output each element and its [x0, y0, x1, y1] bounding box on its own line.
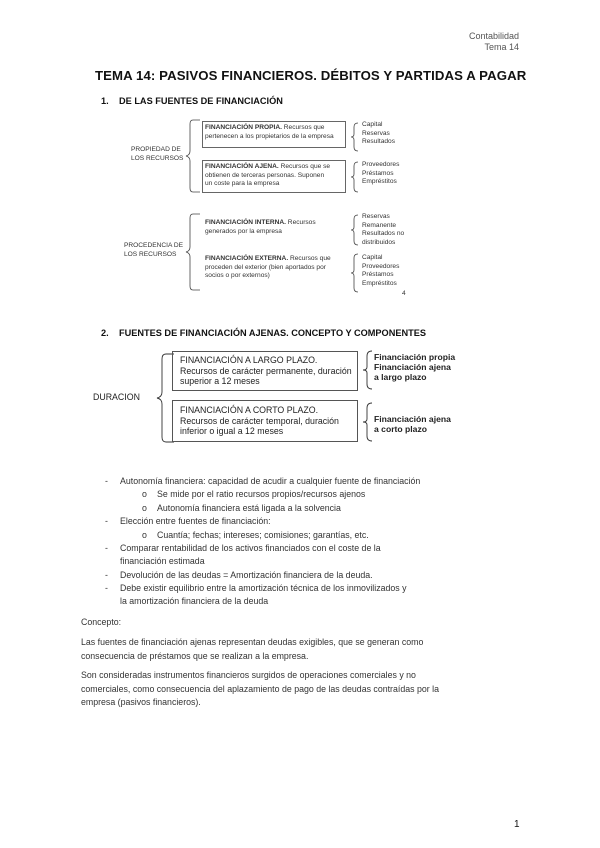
bullet-marker: -	[105, 543, 108, 553]
largo-items: Financiación propia Financiación ajena a largo plazo	[374, 352, 456, 383]
ajena-text: FINANCIACIÓN AJENA. Recursos que se obtienen de terceras personas. Suponen un coste para la empresa	[205, 163, 331, 188]
concepto-label: Concepto:	[81, 617, 122, 627]
interna-text: FINANCIACIÓN INTERNA. Recursos generados por la empresa	[205, 219, 316, 235]
section-1-heading: DE LAS FUENTES DE FINANCIACIÓN	[119, 96, 283, 106]
bullet-marker: -	[105, 476, 108, 486]
propia-items-brace	[349, 122, 361, 152]
propiedad-label: PROPIEDAD DE LOS RECURSOS	[131, 146, 184, 162]
interna-items-brace	[349, 214, 361, 246]
list-item: Elección entre fuentes de financiación:	[120, 516, 271, 526]
page-number: 1	[514, 819, 520, 830]
list-item: Devolución de las deudas = Amortización financiera de la deuda.	[120, 570, 373, 580]
paragraph-2: Son consideradas instrumentos financieros surgidos de operaciones comerciales y no comerciales, como consecuencia del aplazamiento de pago de las deudas contraídas por la empresa (pasivos financieros).	[81, 670, 439, 708]
largo-plazo-text: FINANCIACIÓN A LARGO PLAZO. Recursos de carácter permanente, duración superior a 12 meses	[180, 355, 352, 387]
sub-bullet-marker: o	[142, 489, 147, 499]
corto-plazo-text: FINANCIACIÓN A CORTO PLAZO. Recursos de carácter temporal, duración inferior o igual a 12 meses	[180, 405, 339, 437]
page-title: TEMA 14: PASIVOS FINANCIEROS. DÉBITOS Y PARTIDAS A PAGAR	[95, 68, 527, 83]
paragraph-1: Las fuentes de financiación ajenas representan deudas exigibles, que se generan como consecuencia de préstamos que se realizan a la empresa.	[81, 637, 424, 661]
ajena-items-brace	[349, 161, 361, 193]
bullet-marker: -	[105, 583, 108, 593]
propia-items: Capital Reservas Resultados	[362, 121, 395, 146]
procedencia-label: PROCEDENCIA DE LOS RECURSOS	[124, 242, 183, 258]
section-2-heading: FUENTES DE FINANCIACIÓN AJENAS. CONCEPTO Y COMPONENTES	[119, 328, 426, 338]
corto-items-brace	[361, 402, 375, 442]
sub-list-item: Autonomía financiera está ligada a la solvencia	[157, 503, 341, 513]
header-subject: Contabilidad	[468, 31, 519, 41]
header-topic: Tema 14	[484, 42, 519, 52]
corto-items: Financiación ajena a corto plazo	[374, 414, 451, 435]
section-1-number: 1.	[101, 96, 109, 106]
duracion-label: DURACION	[93, 392, 140, 402]
sub-list-item: Cuantía; fechas; intereses; comisiones; garantías, etc.	[157, 530, 369, 540]
ajena-items: Proveedores Préstamos Empréstitos	[362, 161, 400, 186]
bullet-marker: -	[105, 516, 108, 526]
largo-items-brace	[361, 350, 375, 390]
externa-text: FINANCIACIÓN EXTERNA. Recursos que proceden del exterior (bien aportados por socios o por externos)	[205, 255, 331, 280]
interna-items: Reservas Remanente Resultados no distribuidos	[362, 213, 405, 246]
diagram-mark: 4	[402, 290, 406, 297]
sub-bullet-marker: o	[142, 503, 147, 513]
list-item: Debe existir equilibrio entre la amortización técnica de los inmovilizados y la amortización financiera de la deuda	[120, 583, 407, 607]
externa-items-brace	[349, 253, 361, 293]
sub-bullet-marker: o	[142, 530, 147, 540]
list-item: Comparar rentabilidad de los activos financiados con el coste de la financiación estimada	[120, 543, 381, 567]
bullet-marker: -	[105, 570, 108, 580]
sub-list-item: Se mide por el ratio recursos propios/recursos ajenos	[157, 489, 366, 499]
section-2-number: 2.	[101, 328, 109, 338]
running-header	[469, 31, 519, 53]
externa-items: Capital Proveedores Préstamos Empréstitos	[362, 254, 400, 287]
propia-text: FINANCIACIÓN PROPIA. Recursos que pertenecen a los propietarios de la empresa	[205, 124, 334, 140]
list-item: Autonomía financiera: capacidad de acudir a cualquier fuente de financiación	[120, 476, 421, 486]
procedencia-brace	[184, 212, 204, 292]
